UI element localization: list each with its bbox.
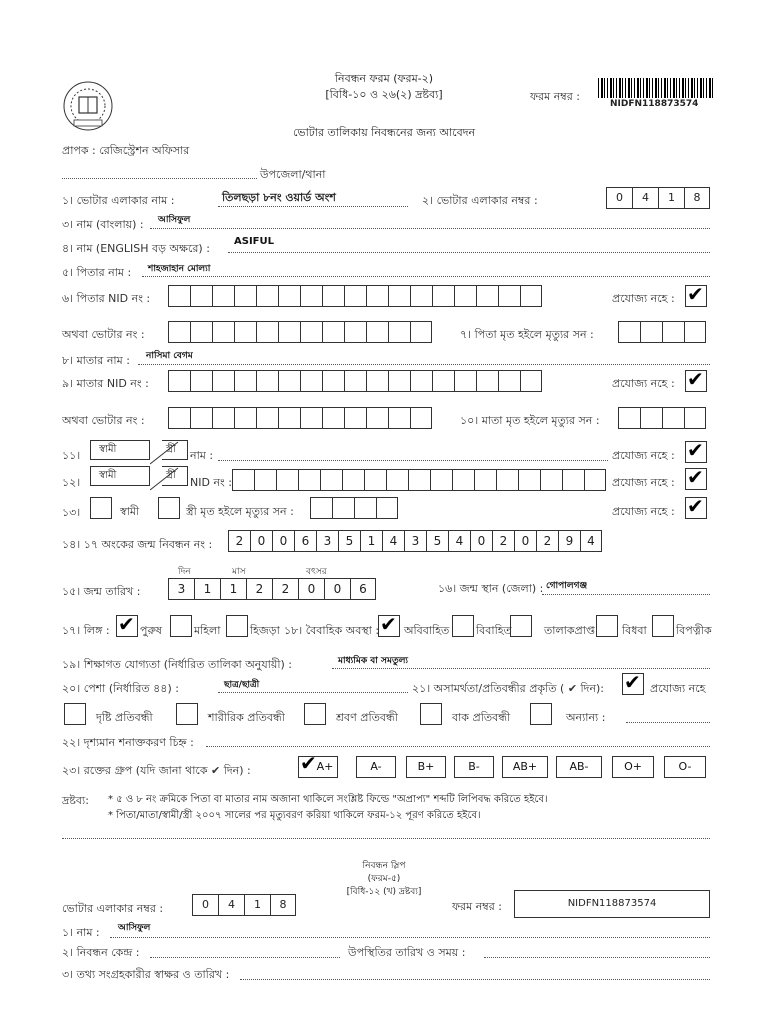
digit-box[interactable]: 4 bbox=[218, 894, 244, 916]
digit-box[interactable]: 4 bbox=[580, 530, 602, 552]
digit-box[interactable]: 1 bbox=[194, 578, 220, 600]
digit-box[interactable]: 0 bbox=[470, 530, 492, 552]
note-line-2: * পিতা/মাতা/স্বামী/স্ত্রী ২০০৭ সালের পর মৃত্যুবরণ করিয়া থাকিলে ফরম-১২ পূরণ করিতে হইবে। bbox=[108, 810, 481, 821]
digit-box[interactable]: 0 bbox=[272, 530, 294, 552]
mother-name-value: নাসিমা বেগম bbox=[146, 351, 193, 361]
slip-sign-label: ৩। তথ্য সংগ্রহকারীর স্বাক্ষর ও তারিখ : bbox=[62, 968, 230, 981]
disability-visual-label: দৃষ্টি প্রতিবন্ধী bbox=[96, 711, 153, 724]
birth-place-label: ১৬। জন্ম স্থান (জেলা) : bbox=[438, 582, 544, 595]
mother-nid-label: ৯। মাতার NID নং : bbox=[62, 377, 149, 390]
mother-name-label: ৮। মাতার নাম : bbox=[62, 354, 130, 367]
husband-label: স্বামী bbox=[99, 470, 117, 481]
father-voter-no-label: অথবা ভোটার নং : bbox=[62, 328, 145, 341]
name-english-value: ASIFUL bbox=[234, 236, 274, 247]
spouse-nid-boxes[interactable] bbox=[232, 469, 606, 491]
digit-box[interactable]: 0 bbox=[514, 530, 536, 552]
slip-area-number-label: ভোটার এলাকার নম্বর : bbox=[62, 902, 164, 915]
blood-group-ab-pos-label: AB+ bbox=[512, 760, 538, 773]
husband-tab[interactable] bbox=[90, 440, 150, 460]
marital-unmarried-checkbox[interactable] bbox=[378, 615, 400, 637]
occupation-value: ছাত্র/ছাত্রী bbox=[224, 680, 260, 690]
digit-box[interactable]: 2 bbox=[536, 530, 558, 552]
digit-box[interactable]: 5 bbox=[338, 530, 360, 552]
spouse-death-number: ১৩। bbox=[62, 506, 81, 519]
form-number-label: ফরম নম্বর : bbox=[530, 90, 580, 103]
blood-group-o-neg-label: O- bbox=[678, 760, 692, 773]
slip-title: নিবন্ধন স্লিপ bbox=[362, 861, 406, 871]
gender-hijra-label: হিজড়া bbox=[250, 624, 280, 637]
digit-box[interactable]: 0 bbox=[298, 578, 324, 600]
spouse-nid-na-label: প্রযোজ্য নহে : bbox=[612, 476, 675, 489]
slip-name-label: ১। নাম : bbox=[62, 926, 100, 939]
father-death-year-boxes[interactable] bbox=[618, 321, 706, 343]
marital-widow-label: বিধবা bbox=[622, 624, 647, 637]
digit-box[interactable]: 2 bbox=[246, 578, 272, 600]
wife-label: স্ত্রী bbox=[166, 444, 176, 455]
disability-hearing-label: শ্রবণ প্রতিবন্ধী bbox=[336, 711, 398, 724]
spouse-death-na-checkbox[interactable] bbox=[685, 497, 707, 519]
digit-box[interactable]: 8 bbox=[270, 894, 296, 916]
wife-death-year-label: স্ত্রী মৃত হইলে মৃত্যুর সন : bbox=[186, 505, 294, 518]
blood-group-a-neg-label: A- bbox=[370, 760, 382, 773]
gender-male-label: পুরুষ bbox=[140, 624, 162, 637]
father-nid-na-checkbox[interactable] bbox=[685, 285, 707, 307]
slip-center-label: ২। নিবন্ধন কেন্দ্র : bbox=[62, 946, 140, 959]
voter-area-name-label: ১। ভোটার এলাকার নাম : bbox=[62, 194, 175, 207]
birth-registration-label: ১৪। ১৭ অংকের জন্ম নিবন্ধন নং : bbox=[62, 538, 213, 551]
digit-box[interactable]: 3 bbox=[404, 530, 426, 552]
digit-box[interactable]: 4 bbox=[448, 530, 470, 552]
gender-female-checkbox[interactable] bbox=[170, 615, 192, 637]
digit-box[interactable]: 2 bbox=[228, 530, 250, 552]
husband-label: স্বামী bbox=[99, 444, 117, 455]
marital-status-label: ১৮। বৈবাহিক অবস্থা : bbox=[284, 624, 380, 637]
recipient: প্রাপক : রেজিস্ট্রেশন অফিসার bbox=[62, 144, 190, 157]
digit-box[interactable]: 5 bbox=[426, 530, 448, 552]
spouse-nid-number: ১২। bbox=[62, 476, 81, 489]
blood-group-ab-neg[interactable] bbox=[556, 756, 602, 778]
father-name-label: ৫। পিতার নাম : bbox=[62, 266, 132, 279]
slip-name-value: আসিফুল bbox=[118, 923, 151, 933]
father-nid-na-label: প্রযোজ্য নহে : bbox=[612, 292, 675, 305]
mother-nid-na-label: প্রযোজ্য নহে : bbox=[612, 377, 675, 390]
spouse-nid-na-checkbox[interactable] bbox=[685, 468, 707, 490]
blood-group-a-neg[interactable] bbox=[356, 756, 396, 778]
blood-group-b-pos-label: B+ bbox=[417, 760, 435, 773]
disability-na-label: প্রযোজ্য নহে bbox=[650, 682, 706, 695]
barcode bbox=[598, 78, 714, 98]
blood-group-b-neg[interactable] bbox=[454, 756, 494, 778]
marital-widower-checkbox[interactable] bbox=[652, 615, 674, 637]
blood-group-o-pos-label: O+ bbox=[624, 760, 642, 773]
disability-other-checkbox[interactable] bbox=[530, 703, 552, 725]
digit-box[interactable]: 3 bbox=[316, 530, 338, 552]
digit-box[interactable]: 1 bbox=[360, 530, 382, 552]
blood-group-b-neg-label: B- bbox=[468, 760, 480, 773]
spouse-name-label: নাম : bbox=[190, 449, 214, 462]
slip-area-number-boxes[interactable] bbox=[192, 894, 296, 916]
application-heading: ভোটার তালিকায় নিবন্ধনের জন্য আবেদন bbox=[292, 126, 476, 139]
disability-physical-checkbox[interactable] bbox=[176, 703, 198, 725]
disability-label: ২১। অসামর্থতা/প্রতিবন্ধীর প্রকৃতি ( ✔ দিন): bbox=[412, 682, 605, 695]
mother-death-year-boxes[interactable] bbox=[618, 407, 706, 429]
voter-area-name-value: তিলছড়া ৮নং ওয়ার্ড অংশ bbox=[222, 191, 336, 204]
digit-box[interactable]: 0 bbox=[192, 894, 218, 916]
blood-group-ab-neg-label: AB- bbox=[569, 760, 589, 773]
note-line-1: * ৫ ও ৮ নং ক্রমিকে পিতা বা মাতার নাম অজানা থাকিলে সংশ্লিষ্ট ফিল্ডে "অপ্রাপ্য" শব্দটি লিপিবদ্ধ করিতে হইবে। bbox=[108, 794, 548, 805]
disability-speech-label: বাক প্রতিবন্ধী bbox=[452, 711, 511, 724]
disability-hearing-checkbox[interactable] bbox=[304, 703, 326, 725]
name-english-label: ৪। নাম (ENGLISH বড় অক্ষরে) : bbox=[62, 242, 210, 255]
gender-male-checkbox[interactable] bbox=[116, 615, 138, 637]
blood-group-b-pos[interactable] bbox=[406, 756, 446, 778]
mother-death-year-label: ১০। মাতা মৃত হইলে মৃত্যুর সন : bbox=[460, 414, 600, 427]
slip-form-number-value: NIDFN118873574 bbox=[567, 898, 657, 909]
disability-na-checkbox[interactable] bbox=[622, 673, 644, 695]
mother-nid-na-checkbox[interactable] bbox=[685, 370, 707, 392]
marital-widow-checkbox[interactable] bbox=[596, 615, 618, 637]
digit-box[interactable]: 4 bbox=[382, 530, 404, 552]
blood-group-a-pos[interactable] bbox=[298, 756, 338, 778]
marital-married-label: বিবাহিত bbox=[476, 624, 512, 637]
month-label: মাস bbox=[232, 567, 246, 577]
voter-area-number-label: ২। ভোটার এলাকার নম্বর : bbox=[422, 194, 538, 207]
mother-nid-boxes[interactable] bbox=[168, 370, 542, 392]
digit-box[interactable]: 1 bbox=[220, 578, 246, 600]
birth-registration-boxes[interactable] bbox=[228, 530, 602, 552]
wife-dead-checkbox[interactable] bbox=[158, 497, 180, 519]
digit-box[interactable]: 4 bbox=[632, 187, 658, 209]
marital-widower-label: বিপত্নীক bbox=[676, 624, 712, 637]
wife-label: স্ত্রী bbox=[166, 470, 176, 481]
spouse-name-na-checkbox[interactable] bbox=[685, 441, 707, 463]
spouse-death-na-label: প্রযোজ্য নহে : bbox=[612, 505, 675, 518]
upazila-label: উপজেলা/থানা bbox=[260, 168, 326, 181]
voter-area-number-boxes[interactable] bbox=[606, 187, 710, 209]
birth-place-value: গোপালগঞ্জ bbox=[546, 581, 588, 591]
disability-other-label: অন্যান্য : bbox=[566, 711, 606, 724]
gender-hijra-checkbox[interactable] bbox=[226, 615, 248, 637]
marital-unmarried-label: অবিবাহিত bbox=[404, 624, 450, 637]
slip-date-label: উপস্থিতির তারিখ ও সময় : bbox=[348, 946, 466, 959]
marital-divorced-label: তালাকপ্রাপ্ত bbox=[544, 624, 595, 637]
digit-box[interactable]: 6 bbox=[294, 530, 316, 552]
digit-box[interactable]: 0 bbox=[606, 187, 632, 209]
form-subtitle: [বিধি-১০ ও ২৬(২) দ্রষ্টব্য] bbox=[325, 88, 443, 101]
digit-box[interactable]: 0 bbox=[324, 578, 350, 600]
disability-visual-checkbox[interactable] bbox=[64, 703, 86, 725]
digit-box[interactable]: 2 bbox=[492, 530, 514, 552]
father-voter-no-boxes[interactable] bbox=[168, 321, 432, 343]
spouse-name-number: ১১। bbox=[62, 449, 81, 462]
father-name-value: শাহজাহান মোল্যা bbox=[148, 264, 211, 274]
spouse-nid-label: NID নং : bbox=[190, 476, 232, 489]
wife-tab[interactable] bbox=[162, 466, 188, 486]
birth-date-label: ১৫। জন্ম তারিখ : bbox=[62, 585, 141, 598]
spouse-name-na-label: প্রযোজ্য নহে : bbox=[612, 449, 675, 462]
digit-box[interactable]: 3 bbox=[168, 578, 194, 600]
blood-group-label: ২৩। রক্তের গ্রুপ (যদি জানা থাকে ✔ দিন) : bbox=[62, 764, 251, 777]
blood-group-o-neg[interactable] bbox=[664, 756, 706, 778]
digit-box[interactable]: 2 bbox=[272, 578, 298, 600]
barcode-text: NIDFN118873574 bbox=[610, 99, 699, 109]
slip-form-number-box bbox=[514, 890, 710, 918]
father-nid-label: ৬। পিতার NID নং : bbox=[62, 292, 151, 305]
day-label: দিন bbox=[178, 567, 191, 577]
education-value: মাধ্যমিক বা সমতুল্য bbox=[338, 656, 409, 666]
digit-box[interactable]: 1 bbox=[658, 187, 684, 209]
father-death-year-label: ৭। পিতা মৃত হইলে মৃত্যুর সন : bbox=[460, 328, 594, 341]
father-nid-boxes[interactable] bbox=[168, 285, 542, 307]
digit-box[interactable]: 6 bbox=[350, 578, 376, 600]
husband-dead-checkbox[interactable] bbox=[90, 497, 112, 519]
name-bangla-value: আসিফুল bbox=[158, 215, 191, 225]
spouse-death-year-boxes[interactable] bbox=[310, 497, 398, 519]
slip-form-number-label: ফরম নম্বর : bbox=[452, 900, 502, 913]
form-title: নিবন্ধন ফরম (ফরম-২) bbox=[334, 72, 434, 85]
education-label: ১৯। শিক্ষাগত যোগ্যতা (নির্ধারিত তালিকা অনুযায়ী) : bbox=[62, 658, 292, 671]
blood-group-ab-pos[interactable] bbox=[502, 756, 548, 778]
blood-group-a-pos-label: A+ bbox=[316, 760, 334, 773]
name-bangla-label: ৩। নাম (বাংলায়) : bbox=[62, 218, 144, 231]
disability-physical-label: শারীরিক প্রতিবন্ধী bbox=[208, 711, 285, 724]
gender-label: ১৭। লিঙ্গ : bbox=[62, 624, 110, 637]
slip-rule: [বিধি-১২ (খ) দ্রষ্টব্য] bbox=[346, 887, 422, 897]
blood-group-o-pos[interactable] bbox=[612, 756, 654, 778]
birth-date-boxes[interactable] bbox=[168, 578, 376, 600]
identification-mark-label: ২২। দৃশ্যমান শনাক্তকরণ চিহ্ন : bbox=[62, 736, 194, 749]
marital-married-checkbox[interactable] bbox=[452, 615, 474, 637]
notes-label: দ্রষ্টব্য: bbox=[62, 794, 89, 807]
digit-box[interactable]: 8 bbox=[684, 187, 710, 209]
digit-box[interactable]: 0 bbox=[250, 530, 272, 552]
husband-dead-label: স্বামী bbox=[120, 505, 140, 518]
mother-voter-no-boxes[interactable] bbox=[168, 407, 432, 429]
wife-tab[interactable] bbox=[162, 440, 188, 460]
slip-subtitle: (ফরম-৫) bbox=[367, 874, 401, 884]
disability-speech-checkbox[interactable] bbox=[420, 703, 442, 725]
gender-female-label: মহিলা bbox=[194, 624, 221, 637]
digit-box[interactable]: 1 bbox=[244, 894, 270, 916]
digit-box[interactable]: 9 bbox=[558, 530, 580, 552]
marital-divorced-checkbox[interactable] bbox=[510, 615, 532, 637]
mother-voter-no-label: অথবা ভোটার নং : bbox=[62, 414, 145, 427]
occupation-label: ২০। পেশা (নির্ধারিত ৪৪) : bbox=[62, 682, 179, 695]
husband-tab[interactable] bbox=[90, 466, 150, 486]
year-label: বৎসর bbox=[306, 567, 327, 577]
